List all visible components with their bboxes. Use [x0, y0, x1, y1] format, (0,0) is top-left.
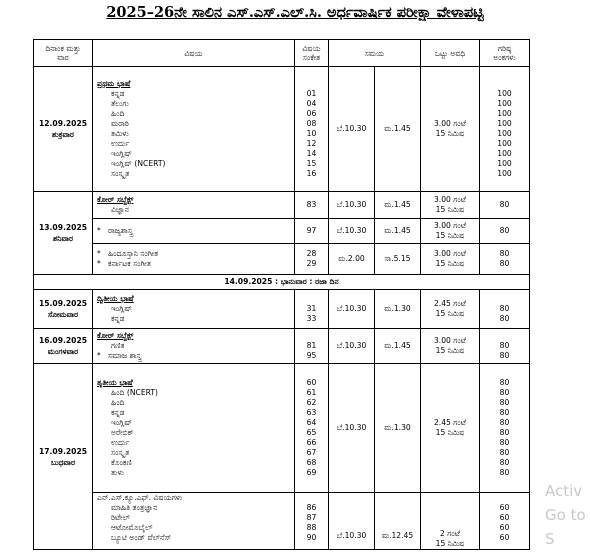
max-marks-cell: 80 80	[480, 329, 530, 364]
table-row	[34, 364, 530, 493]
table-row	[34, 67, 530, 192]
code-cell: 97	[295, 219, 329, 244]
date-cell: 17.09.2025 ಬುಧವಾರ	[34, 364, 93, 550]
time-cell: ಬೆ.10.30 ಮ.1.45	[329, 329, 421, 364]
table-row	[34, 192, 530, 219]
max-marks-cell: 80	[480, 192, 530, 219]
duration-cell: 2.45 ಗಂಟೆ 15 ನಿಮಿಷ	[421, 364, 480, 493]
duration-cell: 3.00 ಗಂಟೆ 15 ನಿಮಿಷ	[421, 329, 480, 364]
subject-cell: * ಹಿಂದೂಸ್ತಾನಿ ಸಂಗೀತ * ಕರ್ನಾಟಕ ಸಂಗೀತ	[93, 244, 295, 275]
max-marks-cell: 80 80	[480, 244, 530, 275]
duration-cell: 3.00 ಗಂಟೆ 15 ನಿಮಿಷ	[421, 219, 480, 244]
duration-cell: 3.00 ಗಂಟೆ 15 ನಿಮಿಷ	[421, 67, 480, 192]
table-row	[34, 329, 530, 364]
table-row	[34, 290, 530, 329]
duration-cell: 3.00 ಗಂಟೆ 15 ನಿಮಿಷ	[421, 244, 480, 275]
date-cell: 16.09.2025 ಮಂಗಳವಾರ	[34, 329, 93, 364]
holiday-row	[34, 275, 530, 290]
code-cell: 86 87 88 90	[295, 493, 329, 550]
duration-cell: 2 ಗಂಟೆ 15 ನಿಮಿಷ	[421, 493, 480, 550]
subject-cell: ಕೋರ್ ಸಬ್ಜೆಕ್ಟ್ ವಿಜ್ಞಾನ	[93, 192, 295, 219]
asterisk: *	[97, 226, 109, 235]
exam-timetable	[33, 39, 530, 550]
header-date: ದಿನಾಂಕ ಮತ್ತು ವಾರ	[34, 40, 93, 67]
max-marks-cell: 80 80	[480, 290, 530, 329]
code-cell: 83	[295, 192, 329, 219]
header-time: ಸಮಯ	[329, 40, 421, 67]
subject-cell: ದ್ವಿತೀಯ ಭಾಷೆ ಇಂಗ್ಲಿಷ್ ಕನ್ನಡ	[93, 290, 295, 329]
code-cell: 81 95	[295, 329, 329, 364]
asterisk: *	[97, 259, 109, 268]
duration-cell: 3.00 ಗಂಟೆ 15 ನಿಮಿಷ	[421, 192, 480, 219]
date-cell: 15.09.2025 ಸೋಮವಾರ	[34, 290, 93, 329]
time-cell: ಮ.2.00 ಸಾ.5.15	[329, 244, 421, 275]
subject-cell: ಎನ್.ಎಸ್.ಕ್ಯೂ.ಎಫ್. ವಿಷಯಗಳು ಮಾಹಿತಿ ತಂತ್ರಜ್ಞಾನ ರಿಟೇಲ್ ಆಟೋಮೊಬೈಲ್ ಬ್ಯೂಟಿ ಅಂಡ್ ವೆಲ್‌ನೆಸ್	[93, 493, 295, 550]
max-marks-cell: 100 100 100 100 100 100 100 100 100	[480, 67, 530, 192]
time-cell: ಬೆ.10.30 ಮ.1.45	[329, 219, 421, 244]
header-subject: ವಿಷಯ	[93, 40, 295, 67]
time-cell: ಬೆ.10.30 ಮ.1.45	[329, 67, 421, 192]
code-cell: 01 04 06 08 10 12 14 15 16	[295, 67, 329, 192]
time-cell: ಬೆ.10.30 ಮ.1.30	[329, 290, 421, 329]
table-row	[34, 219, 530, 244]
date-cell: 12.09.2025 ಶುಕ್ರವಾರ	[34, 67, 93, 192]
header-duration: ಒಟ್ಟು ಅವಧಿ	[421, 40, 480, 67]
header-code: ವಿಷಯ ಸಂಕೇತ	[295, 40, 329, 67]
time-cell: ಬೆ.10.30 ಮ.1.30	[329, 364, 421, 493]
table-row	[34, 493, 530, 550]
code-cell: 31 33	[295, 290, 329, 329]
max-marks-cell: 60 60 60 60	[480, 493, 530, 550]
holiday-cell: 14.09.2025 : ಭಾನುವಾರ : ರಜಾ ದಿನ	[34, 275, 530, 290]
time-cell: ಬೆ.10.30 ಮ.12.45	[329, 493, 421, 550]
code-cell: 60 61 62 63 64 65 66 67 68 69	[295, 364, 329, 493]
duration-cell: 2.45 ಗಂಟೆ 15 ನಿಮಿಷ	[421, 290, 480, 329]
asterisk: *	[97, 351, 109, 360]
time-cell: ಬೆ.10.30 ಮ.1.45	[329, 192, 421, 219]
code-cell: 28 29	[295, 244, 329, 275]
header-row	[34, 40, 530, 67]
header-max-marks: ಗರಿಷ್ಠ ಅಂಕಗಳು	[480, 40, 530, 67]
activation-watermark: Activ Go to S	[545, 482, 586, 548]
subject-cell: ಕೋರ್ ಸಬ್ಜೆಕ್ಟ್ ಗಣಿತ * ಸಮಾಜ ಶಾಸ್ತ್ರ	[93, 329, 295, 364]
table-row	[34, 244, 530, 275]
page-title: 2025–26ನೇ ಸಾಲಿನ ಎಸ್.ಎಸ್.ಎಲ್.ಸಿ. ಅರ್ಧವಾರ್ಷಿಕ ಪರೀಕ್ಷಾ ವೇಳಾಪಟ್ಟಿ	[106, 4, 484, 21]
asterisk: *	[97, 249, 109, 258]
max-marks-cell: 80	[480, 219, 530, 244]
date-cell: 13.09.2025 ಶನಿವಾರ	[34, 192, 93, 275]
subject-cell: * ರಾಜ್ಯಶಾಸ್ತ್ರ	[93, 219, 295, 244]
subject-cell: ಪ್ರಥಮ ಭಾಷೆ ಕನ್ನಡ ತೆಲುಗು ಹಿಂದಿ ಮರಾಠಿ ತಮಿಳು ಉರ್ದು ಇಂಗ್ಲಿಷ್ ಇಂಗ್ಲಿಷ್ (NCERT) ಸಂಸ್ಕೃತ	[93, 67, 295, 192]
max-marks-cell: 80 80 80 80 80 80 80 80 80 80	[480, 364, 530, 493]
subject-cell: ತೃತೀಯ ಭಾಷೆ ಹಿಂದಿ (NCERT) ಹಿಂದಿ ಕನ್ನಡ ಇಂಗ್ಲಿಷ್ ಅರೇಬಿಕ್ ಉರ್ದು ಸಂಸ್ಕೃತ ಕೊಂಕಣಿ ತುಳು	[93, 364, 295, 493]
